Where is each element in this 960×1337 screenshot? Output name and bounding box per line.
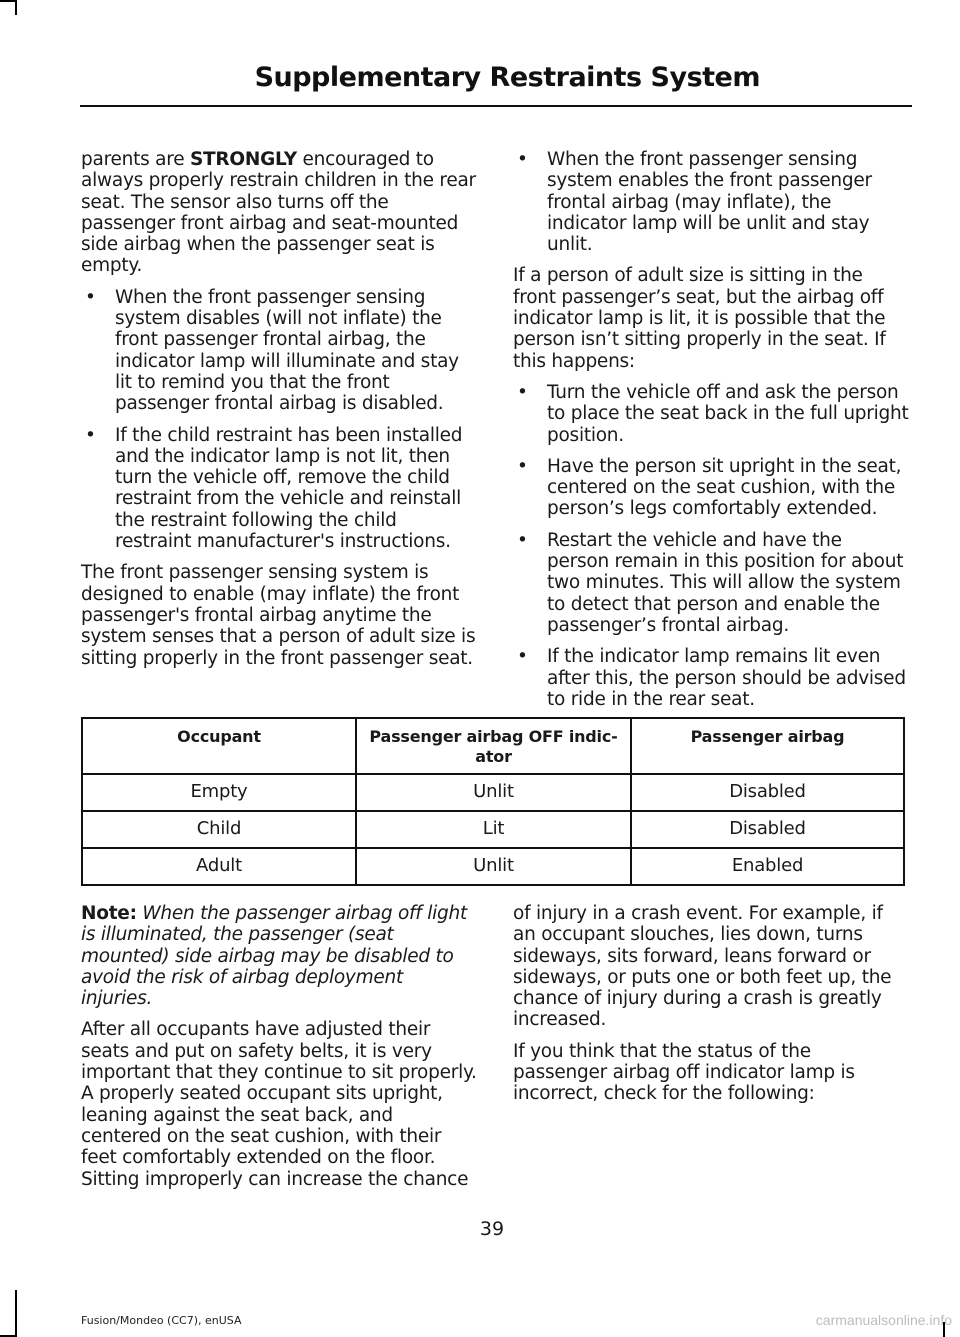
page-title: Supplementary Restraints System <box>254 62 760 93</box>
note-paragraph <box>81 903 477 1009</box>
bullet-list <box>81 287 477 553</box>
header-rule <box>80 105 912 107</box>
document-id: Fusion/Mondeo (CC7), enUSA <box>81 1314 242 1327</box>
intro-paragraph: parents are STRONGLY encouraged to always properly restrain children in the rear seat. The sensor also turns off the passenger front airbag and seat-mounted side airbag when the passenger seat is empty. <box>81 149 476 277</box>
table-row <box>82 848 904 885</box>
table-cell: Child <box>82 811 356 848</box>
crop-mark-bottom-left-vertical <box>15 1290 17 1337</box>
bullet-item: • If the indicator lamp remains lit even after this, the person should be advised to ride in the rear seat. <box>513 646 909 710</box>
bullet-list <box>513 149 909 255</box>
body-paragraph: of injury in a crash event. For example, if an occupant slouches, lies down, turns sideways, sits forward, leans forward or sideways, or puts one or both feet up, the chance of injury during a crash is greatly increased. <box>513 903 892 1031</box>
note-label: Note: <box>81 903 137 924</box>
body-paragraph: If you think that the status of the passenger airbag off indicator lamp is incorrect, check for the following: <box>513 1040 855 1105</box>
table-cell: Disabled <box>631 774 904 811</box>
column-header-airbag: Passenger airbag <box>631 718 904 774</box>
bullet-item: • If the child restraint has been installed and the indicator lamp is not lit, then turn the vehicle off, remove the child restraint from the vehicle and reinstall the restraint following the child restraint manufacturer's instructions. <box>81 425 477 553</box>
bullet-item: • When the front passenger sensing system enables the front passenger frontal airbag (may inflate), the indicator lamp will be unlit and stay unlit. <box>513 149 909 255</box>
body-paragraph: The front passenger sensing system is designed to enable (may inflate) the front passenger's frontal airbag anytime the system senses that a person of adult size is sitting properly in the front passenger seat. <box>81 562 476 669</box>
column-header-indicator: Passenger airbag OFF indic- ator <box>356 718 631 774</box>
bullet-list <box>513 382 909 710</box>
bottom-right-column <box>513 903 909 1115</box>
left-column <box>81 149 477 679</box>
table-cell: Unlit <box>356 774 631 811</box>
table-cell: Disabled <box>631 811 904 848</box>
table-cell: Lit <box>356 811 631 848</box>
bullet-item: • When the front passenger sensing system disables (will not inflate) the front passenger frontal airbag, the indicator lamp will illuminate and stay lit to remind you that the front passenger frontal airbag is disabled. <box>81 287 477 415</box>
table-row <box>82 811 904 848</box>
column-header-occupant: Occupant <box>82 718 356 774</box>
bullet-item: • Turn the vehicle off and ask the person to place the seat back in the full upright position. <box>513 382 909 446</box>
crop-mark-top-left <box>0 0 15 2</box>
body-paragraph: After all occupants have adjusted their seats and put on safety belts, it is very important that they continue to sit properly. A properly seated occupant sits upright, leaning against the seat back, and centered on the seat cushion, with their feet comfortably extended on the floor. Sitting improperly can increase the chance <box>81 1019 477 1190</box>
bullet-item: • Have the person sit upright in the seat, centered on the seat cushion, with the person’s legs comfortably extended. <box>513 456 909 520</box>
bottom-left-column <box>81 903 477 1200</box>
body-paragraph: If a person of adult size is sitting in the front passenger’s seat, but the airbag off indicator lamp is lit, it is possible that the person isn’t sitting properly in the seat. If this happens: <box>513 265 886 372</box>
page-number: 39 <box>479 1218 505 1240</box>
table-row <box>82 774 904 811</box>
crop-mark-top-left-vertical <box>15 0 17 15</box>
emphasis-strongly: STRONGLY <box>189 149 297 170</box>
table-cell: Enabled <box>631 848 904 885</box>
table-cell: Empty <box>82 774 356 811</box>
watermark: carmanualsonline.info <box>815 1312 952 1328</box>
note-text: When the passenger airbag off light is illuminated, the passenger (seat mounted) side airbag may be disabled to avoid the risk of airbag deployment injuries. <box>81 903 467 1010</box>
table-header-row <box>82 718 904 774</box>
table-cell: Adult <box>82 848 356 885</box>
right-column <box>513 149 909 720</box>
table-cell: Unlit <box>356 848 631 885</box>
airbag-status-table <box>81 717 905 886</box>
bullet-item: • Restart the vehicle and have the person remain in this position for about two minutes. This will allow the system to detect that person and enable the passenger’s frontal airbag. <box>513 530 909 636</box>
